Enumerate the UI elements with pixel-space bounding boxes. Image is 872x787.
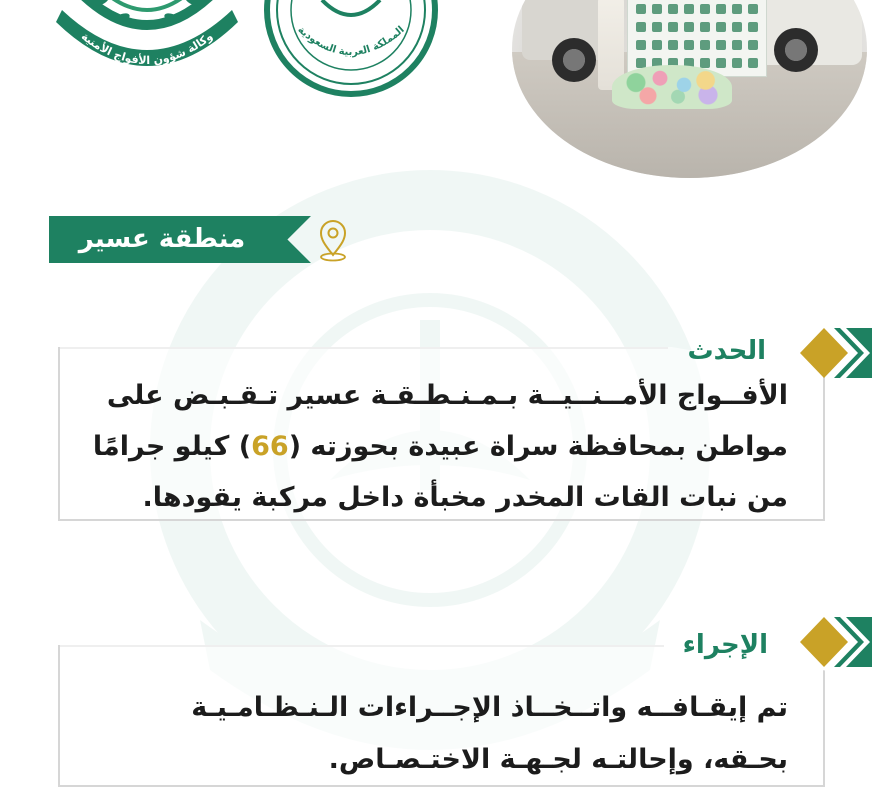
event-chevron-icon bbox=[800, 328, 872, 378]
action-text bbox=[70, 682, 788, 786]
action-line-1: تم إيقـافــه واتــخــاذ الإجــراءات الـنـظـامـيـة bbox=[191, 692, 788, 723]
event-line-1: الأفــواج الأمــنــيــة بـمـنـطـقـة عسير تـقـبـض على bbox=[106, 380, 788, 411]
agency-logo-text: وكالة شؤون الأفواج الأمنية bbox=[78, 29, 216, 68]
event-quantity: 66 bbox=[251, 431, 289, 462]
map-pin-icon bbox=[316, 220, 350, 262]
agency-logo bbox=[52, 0, 242, 80]
action-chevron-icon bbox=[800, 617, 872, 667]
event-text bbox=[70, 370, 788, 523]
action-line-2: بحـقه، وإحالتـه لجـهـة الاختـصـاص. bbox=[328, 744, 788, 775]
region-label: منطقة عسير bbox=[78, 224, 246, 254]
event-line-2-after: ) كيلو جرامًا bbox=[92, 431, 252, 462]
svg-text:وكالة شؤون الأفواج الأمنية bbox=[79, 30, 215, 68]
event-line-2-before: مواطن بمحافظة سراة عبيدة بحوزته ( bbox=[288, 431, 788, 462]
event-title: الحدث bbox=[687, 336, 766, 366]
emblem-logo-text: المملكة العربية السعودية bbox=[295, 24, 407, 59]
event-line-3: من نبات القات المخدر مخبأة داخل مركبة يقودها. bbox=[142, 482, 788, 513]
seizure-photo bbox=[512, 0, 867, 178]
event-line-2 bbox=[70, 421, 788, 472]
emblem-logo bbox=[262, 0, 440, 100]
action-title: الإجراء bbox=[682, 630, 768, 660]
